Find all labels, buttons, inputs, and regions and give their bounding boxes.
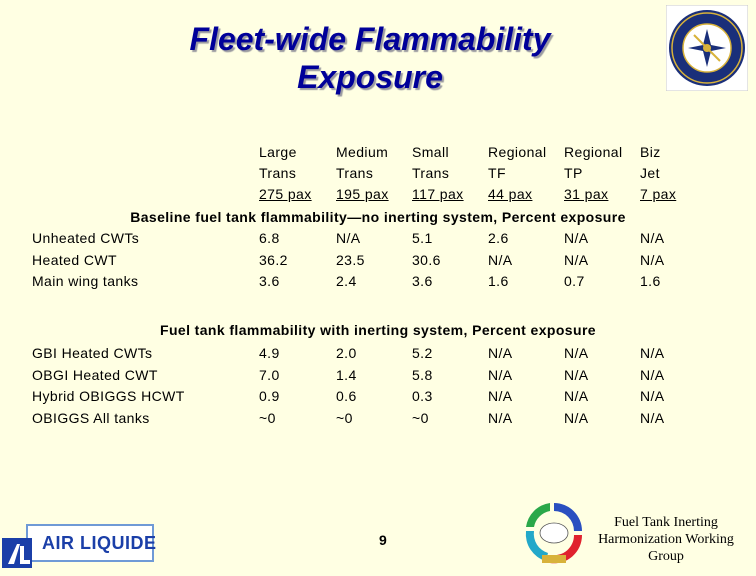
column-header-3-line-1: Small [412, 144, 450, 160]
column-header-1-line-2: Trans [259, 165, 297, 181]
table-cell: 5.8 [412, 366, 433, 383]
row-label: Heated CWT [32, 251, 117, 268]
group-name-line-2: Harmonization Working [598, 532, 734, 547]
table-cell: N/A [488, 345, 513, 361]
table-cell: 6.8 [259, 230, 280, 246]
table-cell: N/A [488, 388, 513, 404]
table-cell: 0.3 [412, 388, 433, 404]
table-cell: 1.4 [336, 366, 357, 383]
column-header-3-line-3: 117 pax [412, 186, 464, 202]
column-header-6-line-2: Jet [640, 165, 660, 181]
table-cell: N/A [564, 251, 589, 268]
table-cell: N/A [564, 409, 589, 426]
slide-title [150, 20, 590, 96]
row-label: Unheated CWTs [32, 230, 140, 246]
table-cell: N/A [640, 251, 665, 268]
table-cell: N/A [488, 366, 513, 383]
table-cell: 0.7 [564, 273, 585, 289]
faa-seal-logo [666, 5, 748, 91]
air-liquide-logo-text: AIR LIQUIDE [42, 533, 157, 553]
table-cell: 3.6 [259, 273, 280, 289]
column-header-3-line-2: Trans [412, 165, 450, 181]
arac-cycle-logo [520, 497, 588, 569]
table-cell: N/A [488, 409, 513, 426]
title-line-2: Exposure [297, 59, 443, 95]
working-group-name [588, 514, 744, 565]
column-header-5-line-3: 31 pax [564, 186, 609, 202]
inerting-heading: Fuel tank flammability with inerting system, Percent exposure [160, 322, 596, 338]
column-header-4-line-1: Regional [488, 144, 547, 160]
table-cell: N/A [564, 388, 589, 404]
table-cell: 1.6 [640, 273, 661, 289]
table-cell: 2.0 [336, 345, 357, 361]
table-cell: 30.6 [412, 251, 441, 268]
column-header-5-line-1: Regional [564, 144, 623, 160]
title-line-1: Fleet-wide Flammability [189, 21, 551, 57]
table-cell: N/A [640, 345, 665, 361]
table-cell: 2.6 [488, 230, 509, 246]
column-header-1-line-3: 275 pax [259, 186, 312, 202]
page-number: 9 [379, 532, 387, 548]
baseline-heading: Baseline fuel tank flammability—no inerting system, Percent exposure [130, 209, 626, 225]
row-label: OBGI Heated CWT [32, 366, 158, 383]
table-cell: N/A [336, 230, 361, 246]
table-cell: N/A [564, 366, 589, 383]
table-cell: 3.6 [412, 273, 433, 289]
row-label: Main wing tanks [32, 273, 139, 289]
table-cell: N/A [640, 388, 665, 404]
table-cell: ~0 [336, 409, 353, 426]
row-label: GBI Heated CWTs [32, 345, 153, 361]
column-header-4-line-2: TF [488, 165, 506, 181]
column-header-2-line-3: 195 pax [336, 186, 389, 202]
group-name-line-3: Group [648, 549, 684, 564]
table-cell: 0.9 [259, 388, 280, 404]
table-cell: 7.0 [259, 366, 280, 383]
column-header-2-line-2: Trans [336, 165, 374, 181]
table-cell: ~0 [412, 409, 429, 426]
air-liquide-logo [2, 520, 157, 568]
table-cell: N/A [564, 345, 589, 361]
table-cell: N/A [564, 230, 589, 246]
table-cell: 5.2 [412, 345, 433, 361]
row-label: OBIGGS All tanks [32, 409, 150, 426]
table-cell: ~0 [259, 409, 276, 426]
row-label: Hybrid OBIGGS HCWT [32, 388, 185, 404]
table-cell: N/A [640, 409, 665, 426]
table-cell: N/A [640, 366, 665, 383]
table-cell: N/A [640, 230, 665, 246]
air-liquide-mark-icon [2, 538, 32, 568]
table-cell: 2.4 [336, 273, 357, 289]
column-header-5-line-2: TP [564, 165, 583, 181]
table-cell: 0.6 [336, 388, 357, 404]
table-cell: N/A [488, 251, 513, 268]
column-header-4-line-3: 44 pax [488, 186, 533, 202]
column-header-6-line-1: Biz [640, 144, 661, 160]
table-cell: 5.1 [412, 230, 433, 246]
column-header-1-line-1: Large [259, 144, 297, 160]
column-header-2-line-1: Medium [336, 144, 389, 160]
group-name-line-1: Fuel Tank Inerting [614, 515, 718, 530]
table-cell: 1.6 [488, 273, 509, 289]
table-cell: 23.5 [336, 251, 365, 268]
table-cell: 4.9 [259, 345, 280, 361]
column-header-6-line-3: 7 pax [640, 186, 677, 202]
table-cell: 36.2 [259, 251, 288, 268]
